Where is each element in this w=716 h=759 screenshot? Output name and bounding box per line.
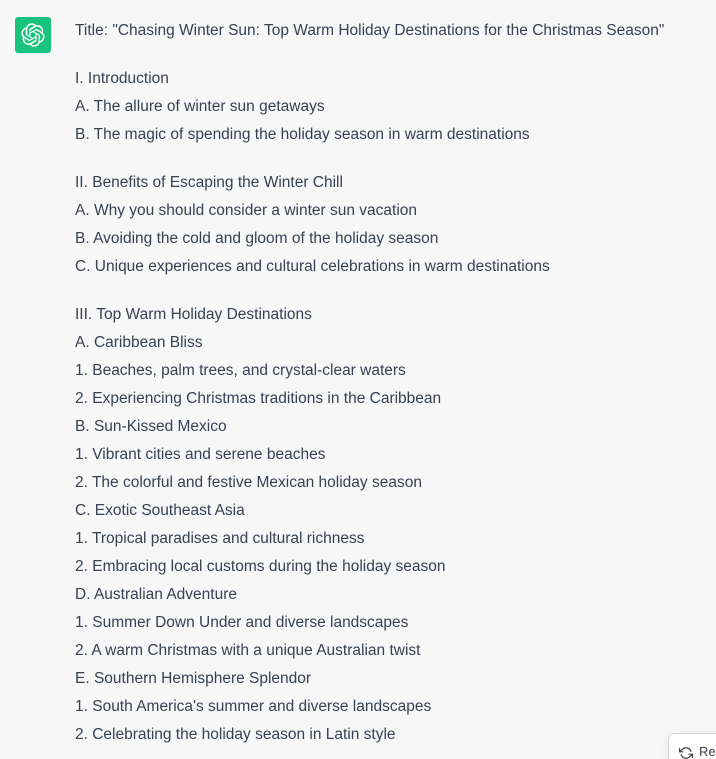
outline-section-destinations: [75, 301, 705, 749]
regenerate-button-label: Re: [699, 744, 716, 759]
outline-section-benefits: [75, 169, 705, 281]
outline-item: 2. Embracing local customs during the holiday season: [75, 558, 446, 575]
outline-item: 1. South America's summer and diverse landscapes: [75, 698, 432, 715]
outline-item: C. Exotic Southeast Asia: [75, 502, 245, 519]
outline-item: E. Southern Hemisphere Splendor: [75, 670, 312, 687]
section-heading: I. Introduction: [75, 70, 169, 87]
assistant-avatar: [15, 17, 51, 53]
outline-item: 2. Celebrating the holiday season in Latin style: [75, 726, 396, 743]
outline-item: C. Unique experiences and cultural celebrations in warm destinations: [75, 258, 550, 275]
outline-item: B. Sun-Kissed Mexico: [75, 418, 227, 435]
message-title-line: Title: "Chasing Winter Sun: Top Warm Holiday Destinations for the Christmas Season": [75, 22, 665, 39]
outline-item: A. Why you should consider a winter sun vacation: [75, 202, 418, 219]
outline-item: 2. The colorful and festive Mexican holiday season: [75, 474, 422, 491]
outline-item: 2. Experiencing Christmas traditions in the Caribbean: [75, 390, 442, 407]
outline-item: D. Australian Adventure: [75, 586, 237, 603]
outline-item: A. Caribbean Bliss: [75, 334, 203, 351]
outline-item: 1. Tropical paradises and cultural richness: [75, 530, 365, 547]
refresh-icon: [679, 746, 693, 759]
outline-item: 2. A warm Christmas with a unique Australian twist: [75, 642, 421, 659]
section-heading: II. Benefits of Escaping the Winter Chill: [75, 174, 343, 191]
outline-item: 1. Beaches, palm trees, and crystal-clear waters: [75, 362, 406, 379]
outline-section-introduction: [75, 65, 705, 149]
outline-item: 1. Vibrant cities and serene beaches: [75, 446, 326, 463]
section-heading: III. Top Warm Holiday Destinations: [75, 306, 312, 323]
openai-logo-icon: [21, 23, 45, 47]
regenerate-button[interactable]: [668, 733, 716, 759]
outline-item: B. Avoiding the cold and gloom of the holiday season: [75, 230, 439, 247]
assistant-message-content: [75, 17, 705, 749]
outline-item: 1. Summer Down Under and diverse landscapes: [75, 614, 409, 631]
outline-item: A. The allure of winter sun getaways: [75, 98, 325, 115]
outline-item: B. The magic of spending the holiday season in warm destinations: [75, 126, 530, 143]
